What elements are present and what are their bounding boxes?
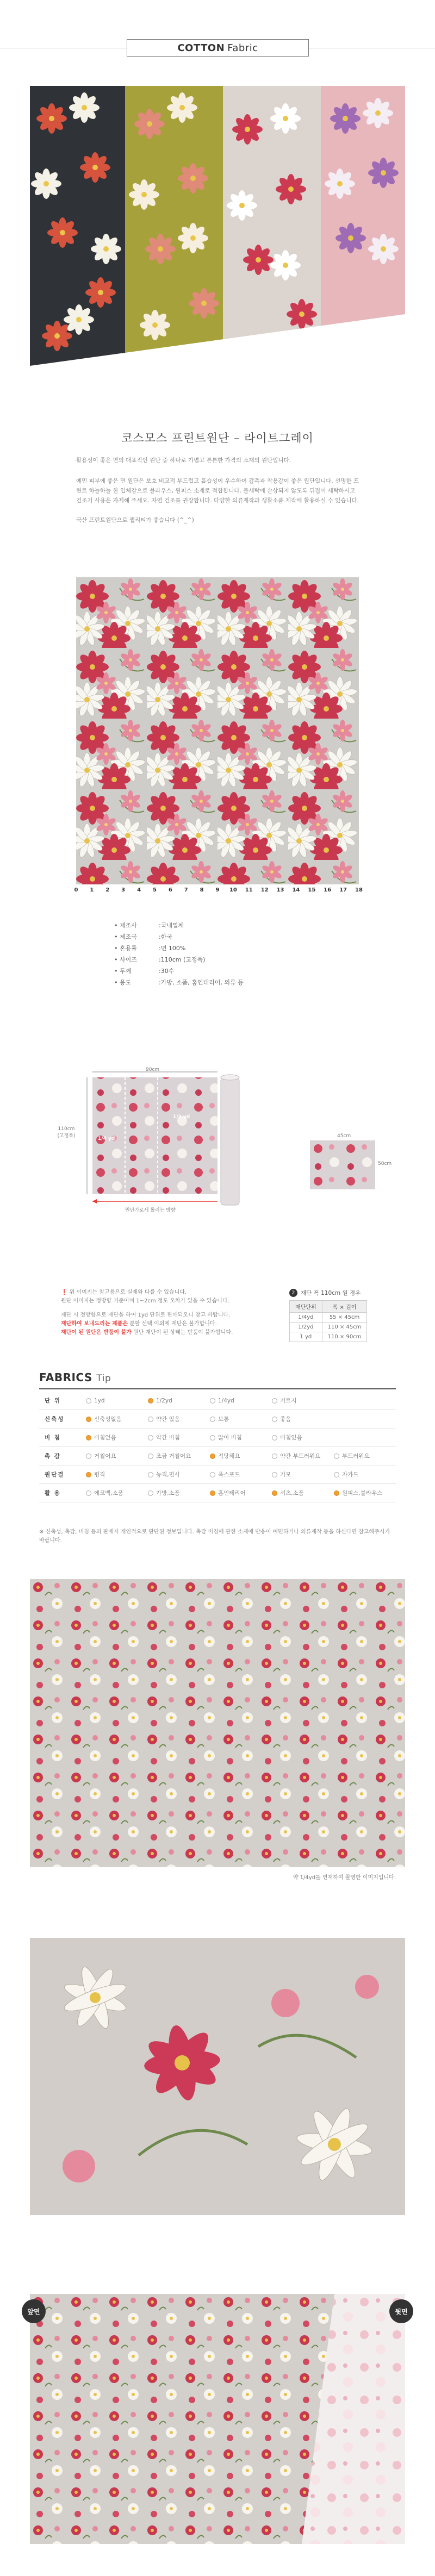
tips-footnote: ※ 신축성, 촉감, 비침 등의 판매자 개인적으로 판단된 정보입니다. 촉감 비침에 관한 소재에 반응이 예민하거나 의류제작 등을 하신다면 참고해주시기 바랍니다. [39, 1529, 390, 1544]
ruler-tick-label: 1 [90, 887, 94, 893]
tip-option-label: 기모 [280, 1471, 291, 1478]
tips-rule [39, 1388, 396, 1389]
tip-option-label: 신축성없음 [94, 1416, 122, 1423]
tip-label: 단 위 [45, 1398, 61, 1404]
spec-key: • 혼용률 [114, 943, 159, 954]
note-1 [61, 1288, 235, 1296]
cut-cell: 1/2yd [290, 1323, 322, 1332]
tip-option [210, 1470, 272, 1479]
radio-unchecked-icon [272, 1472, 277, 1477]
tip-option [86, 1470, 148, 1479]
note-5 [61, 1328, 235, 1337]
tip-option [210, 1398, 272, 1404]
size-ruler [74, 887, 363, 898]
hero-fabric-image [30, 86, 405, 366]
ruler-tick-label: 16 [324, 887, 332, 893]
note-4 [61, 1320, 235, 1328]
tips-title-main: FABRICS [39, 1371, 92, 1384]
dim-arrow-label: 원단가로세 롤러는 방향 [125, 1208, 176, 1213]
radio-checked-icon [148, 1398, 153, 1404]
spec-key: • 용도 [114, 977, 159, 988]
tips-table [39, 1392, 396, 1502]
tip-option [86, 1452, 148, 1460]
section-header [127, 39, 309, 57]
spec-row: • 두께 : 30수 [114, 965, 244, 977]
spec-value: 가방, 소품, 홈인테리어, 의류 등 [160, 979, 244, 986]
ruler-tick-label: 10 [229, 887, 237, 893]
spec-list [114, 920, 244, 988]
tip-option-label: 비침없음 [94, 1434, 116, 1441]
tip-label: 원단결 [45, 1471, 65, 1478]
tip-row [39, 1465, 396, 1484]
cut-header-2: 폭 × 길이 [322, 1301, 367, 1313]
tip-option-label: 조금 거칠어요 [156, 1453, 191, 1459]
ruler-tick-label: 8 [200, 887, 204, 893]
radio-unchecked-icon [86, 1454, 91, 1459]
fabric-photo-1 [30, 1579, 405, 1867]
ruler-tick-label: 0 [74, 887, 78, 893]
tip-option [272, 1415, 334, 1423]
spec-value: 면 100% [160, 945, 186, 952]
cut-cell: 110 × 90cm [322, 1332, 367, 1342]
radio-unchecked-icon [148, 1417, 153, 1422]
front-side-badge: 앞면 [22, 2299, 46, 2323]
tip-option-label: 커트지 [280, 1398, 297, 1404]
ruler-tick-label: 3 [121, 887, 126, 893]
spec-key: • 두께 [114, 965, 159, 977]
spec-row: • 사이즈 : 110cm (고정폭) [114, 954, 244, 965]
tip-option-label: 약간 비침 [156, 1434, 180, 1441]
ruler-tick-label: 12 [260, 887, 269, 893]
spec-row: • 제조사 : 국내업체 [114, 920, 244, 931]
radio-checked-icon [86, 1472, 91, 1477]
tip-option-label: 홈인테리어 [218, 1490, 246, 1496]
spec-row: • 용도 : 가방, 소품, 홈인테리어, 의류 등 [114, 977, 244, 988]
tip-option-label: 적당해요 [218, 1453, 240, 1459]
note-2: 원단 이미지는 정방향 기준이며 1~2cm 정도 오차가 있을 수 있습니다. [61, 1298, 229, 1304]
tip-option [210, 1452, 272, 1460]
header-sub: Fabric [227, 42, 258, 54]
tip-option-label: 1/2yd [156, 1397, 172, 1404]
cut-header-1: 재단단위 [290, 1301, 322, 1313]
ruler-tick-label: 17 [339, 887, 347, 893]
ruler-tick-label: 6 [168, 887, 172, 893]
spec-key: • 제조국 [114, 931, 159, 943]
tip-row [39, 1429, 396, 1447]
spec-value: 30수 [160, 968, 175, 975]
cut-cell: 1 yd [290, 1332, 322, 1342]
tip-option [148, 1470, 210, 1479]
warning-icon: ❗ [61, 1289, 68, 1295]
radio-checked-icon [272, 1490, 277, 1496]
ruler-tick-label: 2 [105, 887, 110, 893]
cut-cell: 55 × 45cm [322, 1313, 367, 1323]
spec-value: 110cm (고정폭) [160, 956, 206, 963]
tip-option [334, 1470, 396, 1479]
tip-label: 촉 감 [45, 1453, 61, 1459]
tip-option-label: 약간 부드러워요 [280, 1453, 321, 1459]
back-side-badge: 뒷면 [389, 2299, 413, 2323]
tip-option [148, 1452, 210, 1460]
tip-option [334, 1489, 396, 1497]
radio-unchecked-icon [272, 1454, 277, 1459]
note-4-text: 분할 선택 이외에 재단은 불가합니다. [129, 1321, 217, 1327]
note-red-1: 재단하여 보내드리는 제품은 [61, 1321, 128, 1327]
ruler-tick-label: 9 [215, 887, 220, 893]
front-back-photo [30, 2294, 405, 2544]
spec-key: • 제조사 [114, 920, 159, 931]
tip-option-label: 셔츠,소품 [280, 1490, 304, 1496]
tip-option [334, 1452, 396, 1460]
tip-option-label: 비침있음 [280, 1434, 302, 1441]
dim-repeat-1: 1/4 yd [98, 1136, 115, 1142]
tip-option [148, 1398, 210, 1404]
radio-unchecked-icon [210, 1472, 215, 1477]
note-5-text: 원단 재단이 된 상태는 반품이 불가합니다. [133, 1330, 233, 1336]
cut-table [289, 1300, 367, 1342]
cut-title [289, 1289, 361, 1297]
tip-option-label: 많이 비침 [218, 1434, 242, 1441]
dim-width-label: 90cm [146, 1067, 160, 1072]
cut-cell: 110 × 45cm [322, 1323, 367, 1332]
spec-value: 한국 [160, 933, 172, 940]
tip-option [272, 1396, 334, 1405]
radio-unchecked-icon [148, 1472, 153, 1477]
cut-badge: 2 [289, 1289, 297, 1297]
tip-option-label: 1/4yd [218, 1397, 234, 1404]
tip-label: 활 용 [45, 1490, 61, 1496]
radio-checked-icon [210, 1490, 215, 1496]
radio-unchecked-icon [86, 1398, 91, 1404]
tips-title [39, 1371, 111, 1384]
radio-unchecked-icon [210, 1398, 215, 1404]
radio-unchecked-icon [210, 1435, 215, 1440]
intro-line-5: 국산 프린트원단으로 퀄리티가 좋습니다 (^_^) [76, 517, 194, 523]
tip-option-label: 거칠어요 [94, 1453, 116, 1459]
ruler-tick-label: 18 [355, 887, 363, 893]
tip-option [86, 1415, 148, 1423]
radio-unchecked-icon [86, 1490, 91, 1496]
tip-label: 비 침 [45, 1434, 61, 1441]
dim-repeat-2: 1/2 yd [173, 1114, 190, 1120]
product-title: 코스모스 프린트원단 – 라이트그레이 [121, 432, 314, 445]
intro-line-1: 활용성이 좋은 면의 대표적인 원단 중 하나로 가볍고 튼튼한 가격의 소재의 원단입니다. [76, 457, 291, 464]
radio-checked-icon [210, 1454, 215, 1459]
tip-option [86, 1433, 148, 1442]
cut-sample-image [310, 1140, 375, 1189]
tip-option [272, 1452, 334, 1460]
small-height-label: 50cm [378, 1161, 392, 1167]
note-3: 재단 시 정방향으로 재단을 하여 1yd 단위로 판매되오니 참고 바랍니다. [61, 1312, 231, 1318]
tip-option-label: 가방,소품 [156, 1490, 180, 1496]
small-width-label: 45cm [337, 1133, 351, 1139]
radio-unchecked-icon [272, 1417, 277, 1422]
tip-option-label: 1yd [94, 1397, 105, 1404]
radio-unchecked-icon [334, 1454, 339, 1459]
tip-option [272, 1470, 334, 1479]
radio-unchecked-icon [210, 1417, 215, 1422]
spec-row: • 혼용률 : 면 100% [114, 943, 244, 954]
tip-option [148, 1489, 210, 1497]
tip-row [39, 1410, 396, 1429]
tip-option-label: 에코백,소품 [94, 1490, 124, 1496]
tip-option-label: 약간 있음 [156, 1416, 180, 1423]
radio-unchecked-icon [272, 1398, 277, 1404]
tip-option [272, 1433, 334, 1442]
tip-row [39, 1447, 396, 1465]
tip-option [210, 1415, 272, 1423]
tip-option [272, 1489, 334, 1497]
cut-cell: 1/4yd [290, 1313, 322, 1323]
note-1-text: 위 이미지는 참고용으로 실제와 다를 수 있습니다. [69, 1289, 187, 1295]
tip-option [210, 1489, 272, 1497]
ruler-tick-label: 5 [152, 887, 157, 893]
tip-option-label: 옥스포드 [218, 1471, 240, 1478]
radio-unchecked-icon [148, 1454, 153, 1459]
fabric-closeup-photo [30, 1938, 405, 2215]
tip-option-label: 좋음 [280, 1416, 291, 1423]
ruler-tick-label: 15 [308, 887, 316, 893]
ruler-tick-label: 4 [137, 887, 141, 893]
tip-option [148, 1433, 210, 1442]
cut-title-text: 재단 폭 110cm 원 경우 [301, 1290, 361, 1296]
tip-option-label: 부드러워요 [342, 1453, 370, 1459]
radio-checked-icon [334, 1490, 339, 1496]
ruler-tick-label: 7 [184, 887, 188, 893]
tip-label: 신축성 [45, 1416, 65, 1423]
tips-title-sub: Tip [96, 1373, 111, 1384]
tip-option [86, 1398, 148, 1404]
note-red-2: 재단이 된 원단은 반품이 불가 [61, 1330, 132, 1336]
radio-unchecked-icon [334, 1472, 339, 1477]
tip-option [86, 1489, 148, 1497]
spec-value: 국내업체 [160, 922, 184, 929]
dimension-diagram [60, 1066, 256, 1213]
ruler-tick-label: 14 [292, 887, 300, 893]
ruler-tick-label: 11 [245, 887, 253, 893]
tip-option-label: 평직 [94, 1471, 105, 1478]
tip-option-label: 원피스,블라우스 [342, 1490, 383, 1496]
radio-checked-icon [86, 1435, 91, 1440]
intro-line-3: 예민 피부에 좋은 면 원단은 보호 비교적 부드럽고 흡습성이 우수하여 감촉과 착용감이 좋은 원단입니다. 선명한 프린트 하늘하늘 한 입체감으로 블라우스, 원피스 소재로 적합합니다. 물세탁에 손상되지 않도록 뒤집어 세탁하시고 건조기 사용은 자제해 주세요. 자연 건조를 권장합니다. 다양한 의류제작과 생활소품 제작에 활용하실 수 있습니다. [76, 478, 359, 504]
dim-height-label: 110cm (고정폭) [57, 1126, 76, 1139]
tip-row [39, 1484, 396, 1502]
spec-key: • 사이즈 [114, 954, 159, 965]
radio-unchecked-icon [148, 1490, 153, 1496]
tip-option-label: 자카드 [342, 1471, 359, 1478]
ruler-tick-label: 13 [276, 887, 284, 893]
fabric-swatch-image [76, 577, 359, 884]
tip-option [210, 1433, 272, 1442]
tip-option [148, 1415, 210, 1423]
tip-option-label: 능직,면사 [156, 1471, 180, 1478]
tip-option-label: 보통 [218, 1416, 229, 1423]
radio-unchecked-icon [272, 1435, 277, 1440]
spec-row: • 제조국 : 한국 [114, 931, 244, 943]
radio-unchecked-icon [148, 1435, 153, 1440]
radio-checked-icon [86, 1417, 91, 1422]
tip-row [39, 1392, 396, 1410]
header-brand: COTTON [177, 42, 225, 54]
photo-caption: 약 1/4yd를 연재하여 촬영한 이미지입니다. [293, 1875, 396, 1881]
